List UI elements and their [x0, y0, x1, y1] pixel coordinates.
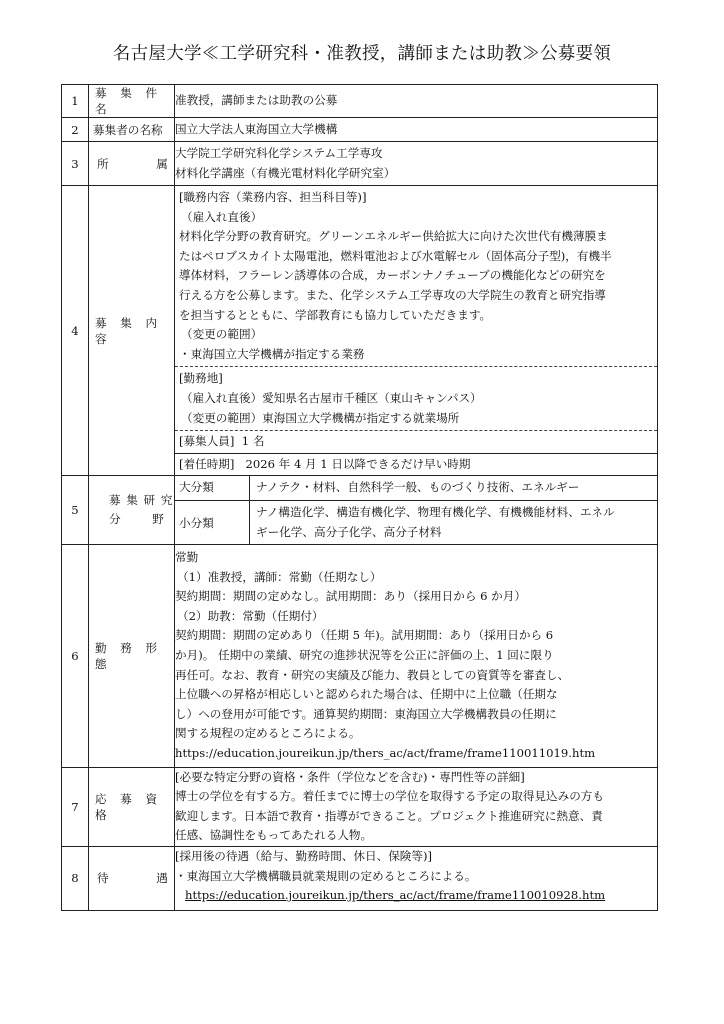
row-label: 募 集 件 名 — [89, 85, 175, 118]
headcount-value: 1 名 — [241, 434, 265, 449]
minor-key: 小分類 — [175, 501, 250, 544]
work-rules-link[interactable]: https://education.joureikun.jp/thers_ac/act/frame/frame110010928.htm — [185, 888, 606, 903]
row-number: 8 — [62, 847, 89, 911]
row-value: [必要な特定分野の資格・条件（学位などを含む)・専門性等の詳細] 博士の学位を有する方。着任までに博士の学位を取得する予定の取得見込みの方も 歓迎します。日本語で教育・指導ができること。プロジェクト推進研究に熱意、責 任感、協調性をもってあたれる人物。 — [175, 767, 658, 846]
row-value: 准教授，講師または助教の公募 — [175, 85, 658, 118]
start-label: [着任時期] — [179, 456, 235, 471]
row-label: 勤 務 形 態 — [89, 545, 175, 768]
location-header: [勤務地] — [179, 371, 223, 386]
major-key: 大分類 — [175, 476, 250, 500]
row-number: 7 — [62, 767, 89, 846]
regulation-link[interactable]: https://education.joureikun.jp/thers_ac/act/frame/frame110011019.htm — [175, 746, 596, 761]
page-title: 名古屋大学≪工学研究科・准教授，講師または助教≫公募要領 — [112, 44, 612, 64]
row-value: [採用後の待遇（給与、勤務時間、休日、保険等)] ・東海国立大学機構職員就業規則の定めるところによる。 https://education.joureikun.jp/thers_ac/act/frame/frame110010928.htm — [175, 847, 658, 911]
row-number: 3 — [62, 142, 89, 186]
row-label: 待 遇 — [89, 847, 175, 911]
row-label: 募 集 内 容 — [89, 186, 175, 476]
row-number: 1 — [62, 85, 89, 118]
row-number: 5 — [62, 476, 89, 545]
table-row — [62, 476, 658, 545]
row-value: 国立大学法人東海国立大学機構 — [175, 118, 658, 142]
row-label: 応 募 資 格 — [89, 767, 175, 846]
row-label: 所 属 — [89, 142, 175, 186]
table-row — [62, 767, 658, 846]
table-row — [62, 118, 658, 142]
row-value: 大学院工学研究科化学システム工学専攻 材料化学講座（有機光電材料化学研究室） — [175, 142, 658, 186]
start-value: 2026 年 4 月 1 日以降できるだけ早い時期 — [245, 456, 471, 471]
row-number: 2 — [62, 118, 89, 142]
row-label: 募 集 研 究 分 野 — [89, 476, 175, 545]
major-value: ナノテク・材料、自然科学一般、ものづくり技術、エネルギー — [256, 480, 580, 495]
row-number: 6 — [62, 545, 89, 768]
headcount-label: [募集人員] — [179, 434, 235, 449]
table-row — [62, 142, 658, 186]
recruitment-table — [61, 84, 658, 911]
row-value: [職務内容（業務内容、担当科目等)] （雇入れ直後） 材料化学分野の教育研究。グリーンエネルギー供給拡大に向けた次世代有機薄膜ま たはペロブスカイト太陽電池，燃料電池および水電解セル（固体高分子型)，有機半 導体材料，フラーレン誘導体の合成，カーボンナノチューブの機能化などの研究を 行える方を公募します。また、化学システム工学専攻の大学院生の教育と研究指導 を担当するとともに、学部教育にも協力していただきます。 （変更の範囲） ・東海国立大学機構が指定する業務 [勤務地] （雇入れ直後）愛知県名古屋市千種区（東山キャンパス） （変更の範囲）東海国立大学機構が指定する就業場所 [募集人員] 1 名 [着任時期] 2026 年 4 月 1 日以降できるだけ早い時期 — [175, 186, 658, 476]
table-row — [62, 186, 658, 476]
row-value — [175, 476, 658, 545]
table-row — [62, 545, 658, 768]
row-value: 常勤 （1）准教授，講師：常勤（任期なし） 契約期間：期間の定めなし。試用期間：あり（採用日から 6 か月） （2）助教：常勤（任期付） 契約期間：期間の定めあり（任期 5 年)。試用期間：あり（採用日から 6 か月)。 任期中の業績、研究の進捗状況等を公正に評価の上、1 回に限り 再任可。なお、教育・研究の実績及び能力、教員としての資質等を審査し、 上位職への昇格が相応しいと認められた場合は、任期中に上位職（任期な し）への登用が可能です。通算契約期間：東海国立大学機構教員の任期に 関する規程の定めるところによる。 https://education.joureikun.jp/thers_ac/act/frame/frame110011019.htm — [175, 545, 658, 768]
minor-value: ナノ構造化学、構造有機化学、物理有機化学、有機機能材料、エネル ギー化学、高分子化学、高分子材料 — [256, 504, 615, 539]
duties-header: [職務内容（業務内容、担当科目等)] — [179, 190, 367, 204]
table-row — [62, 847, 658, 911]
row-number: 4 — [62, 186, 89, 476]
table-row — [62, 85, 658, 118]
row-label: 募集者の名称 — [89, 118, 175, 142]
